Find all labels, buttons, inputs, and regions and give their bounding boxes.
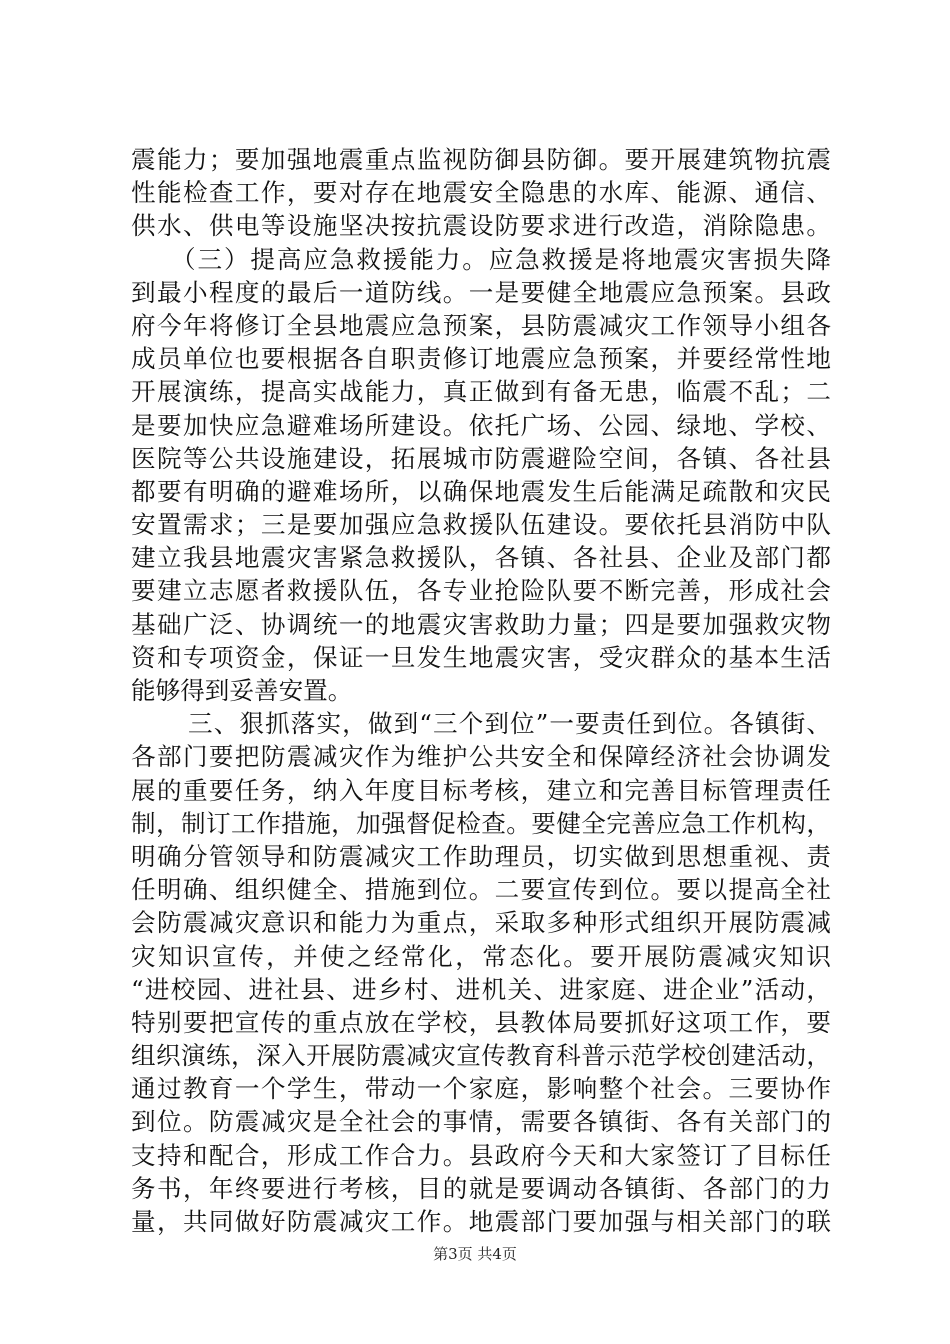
text-line: 各部门要把防震减灾作为维护公共安全和保障经济社会协调发 xyxy=(131,742,831,772)
text-line: 开展演练，提高实战能力，真正做到有备无患，临震不乱；二 xyxy=(131,377,831,407)
text-line: 要建立志愿者救援队伍，各专业抢险队要不断完善，形成社会 xyxy=(131,576,831,606)
text-line: 量，共同做好防震减灾工作。地震部门要加强与相关部门的联 xyxy=(131,1207,831,1236)
text-line: 供水、供电等设施坚决按抗震设防要求进行改造，消除隐患。 xyxy=(131,211,831,241)
text-line: 建立我县地震灾害紧急救援队，各镇、各社县、企业及部门都 xyxy=(131,543,831,573)
text-line: 通过教育一个学生，带动一个家庭，影响整个社会。三要协作 xyxy=(131,1074,831,1104)
text-line: 能够得到妥善安置。 xyxy=(131,676,353,705)
text-line: 医院等公共设施建设，拓展城市防震避险空间，各镇、各社县 xyxy=(131,443,831,473)
text-line: 展的重要任务，纳入年度目标考核，建立和完善目标管理责任 xyxy=(131,775,831,805)
text-line: 制，制订工作措施，加强督促检查。要健全完善应急工作机构， xyxy=(131,808,831,838)
text-line: 任明确、组织健全、措施到位。二要宣传到位。要以提高全社 xyxy=(131,875,831,905)
text-line: 府今年将修订全县地震应急预案，县防震减灾工作领导小组各 xyxy=(131,310,831,340)
text-line: 到位。防震减灾是全社会的事情，需要各镇街、各有关部门的 xyxy=(131,1107,831,1137)
text-line: 会防震减灾意识和能力为重点，采取多种形式组织开展防震减 xyxy=(131,908,831,938)
text-line: 组织演练，深入开展防震减灾宣传教育科普示范学校创建活动， xyxy=(131,1041,831,1071)
text-line: 支持和配合，形成工作合力。县政府今天和大家签订了目标任 xyxy=(131,1140,831,1170)
text-line: 震能力；要加强地震重点监视防御县防御。要开展建筑物抗震 xyxy=(131,145,831,174)
text-line: 明确分管领导和防震减灾工作助理员，切实做到思想重视、责 xyxy=(131,841,831,871)
text-line: 特别要把宣传的重点放在学校，县教体局要抓好这项工作，要 xyxy=(131,1007,831,1037)
text-line: 都要有明确的避难场所，以确保地震发生后能满足疏散和灾民 xyxy=(131,476,831,506)
text-line: 务书，年终要进行考核，目的就是要调动各镇街、各部门的力 xyxy=(131,1173,831,1203)
text-line: 到最小程度的最后一道防线。一是要健全地震应急预案。县政 xyxy=(131,277,831,307)
text-line: 性能检查工作，要对存在地震安全隐患的水库、能源、通信、 xyxy=(131,178,831,208)
text-line: 成员单位也要根据各自职责修订地震应急预案，并要经常性地 xyxy=(131,344,831,374)
text-line: 资和专项资金，保证一旦发生地震灾害，受灾群众的基本生活 xyxy=(131,642,831,672)
text-line: 是要加快应急避难场所建设。依托广场、公园、绿地、学校、 xyxy=(131,410,831,440)
page-number: 第3页 共4页 xyxy=(433,1245,517,1263)
text-line: 基础广泛、协调统一的地震灾害救助力量；四是要加强救灾物 xyxy=(131,609,831,639)
text-line: （三）提高应急救援能力。应急救援是将地震灾害损失降 xyxy=(171,244,831,274)
text-line: 三、狠抓落实，做到“三个到位”一要责任到位。各镇街、 xyxy=(188,709,831,739)
text-line: 安置需求；三是要加强应急救援队伍建设。要依托县消防中队 xyxy=(131,510,831,540)
text-line: “进校园、进社县、进乡村、进机关、进家庭、进企业”活动， xyxy=(131,974,831,1004)
text-line: 灾知识宣传，并使之经常化，常态化。要开展防震减灾知识 xyxy=(131,941,831,971)
document-body xyxy=(131,143,831,1238)
